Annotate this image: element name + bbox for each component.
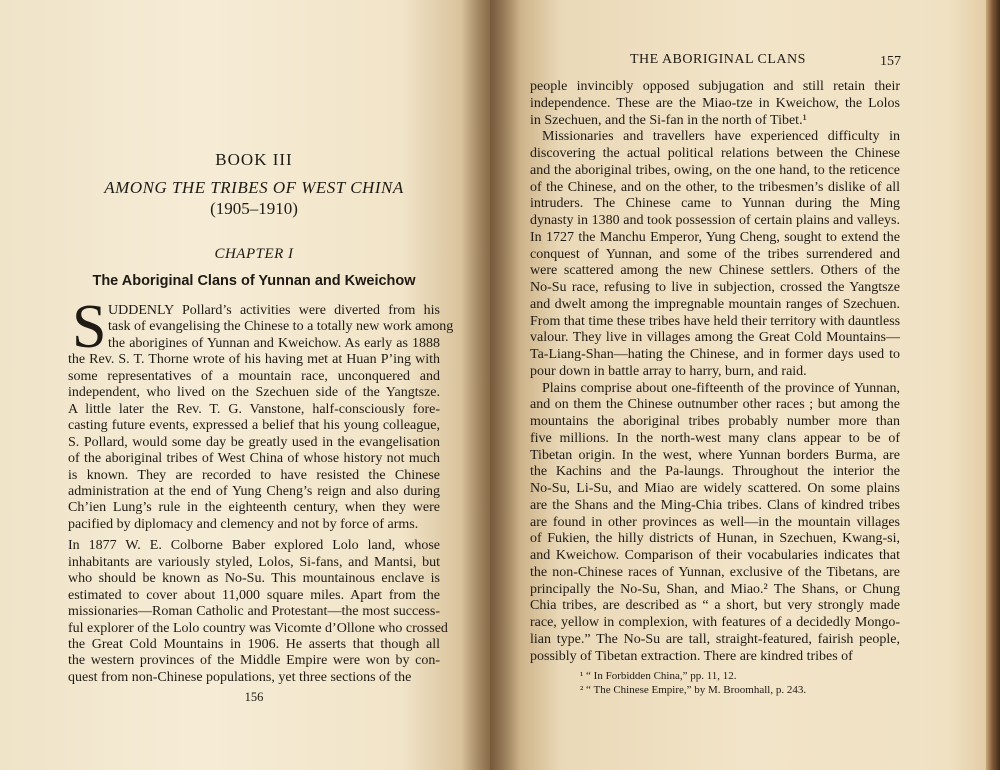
text-line: Plains comprise about one-fifteenth of the province of Yunnan,: [542, 380, 900, 396]
drop-cap: S: [72, 293, 107, 361]
text-line: and Kweichow. Comparison of their vocabularies indicates that: [530, 548, 900, 563]
text-line: of Fukien, the hilly districts of Hunan, in Szechuen, Kwang-si,: [530, 531, 900, 547]
text-line: Missionaries and travellers have experienced difficulty in: [542, 129, 900, 145]
text-line: some representatives of a mountain race, unconquered and: [68, 368, 440, 384]
text-line: No-Su, Li-Su, and Miao are widely scattered. On some plains: [530, 481, 900, 496]
text-line: the non-Chinese races of Yunnan, exclusive of the Tibetans, are: [530, 564, 900, 580]
running-head: THE ABORIGINAL CLANS: [630, 52, 806, 67]
text-line: administration at the end of Yung Cheng’s reign and also during: [68, 483, 440, 499]
text-line: discovering the actual political relations between the Chinese: [530, 146, 900, 161]
text-line: are found in other provinces as well—in the mountain villages: [530, 514, 900, 530]
text-line: are the Shans and the Ming-Chia tribes. Clans of kindred tribes: [530, 497, 900, 513]
text-line: five millions. In the north-west many clans appear to be of: [530, 430, 900, 446]
text-line: casting future events, expressed a belief that his young colleague,: [68, 418, 440, 434]
footnote: ² “ The Chinese Empire,” by M. Broomhall, p. 243.: [580, 684, 807, 696]
text-line: the Rev. S. T. Thorne wrote of his having met at Huan P’ing with: [68, 352, 440, 368]
text-line: conquest of Yunnan, and some of the tribes surrendered and: [530, 246, 900, 262]
text-line: intruders. The Chinese came to Yunnan during the Ming: [530, 196, 900, 212]
text-line: in Szechuen, and the Si-fan in the north of Tibet.¹: [530, 112, 807, 128]
page-number-left: 156: [244, 690, 264, 704]
text-line: pour down in battle array to harry, burn, and raid.: [530, 363, 807, 379]
text-line: inhabitants are variously styled, Lolos, Si-fans, and Mantsi, but: [68, 554, 440, 570]
text-line: of the Chinese, and on the other, to the tribesmen’s dislike of all: [530, 179, 900, 195]
text-line: and dwelt among the impregnable mountain ranges of Szechuen.: [530, 296, 900, 312]
text-line: quest from non-Chinese populations, yet three sections of the: [68, 669, 412, 685]
text-line: principally the No-Su, Shan, and Miao.² The Shans, or Chung: [530, 581, 900, 597]
text-line: ful explorer of the Lolo country was Vicomte d’Ollone who crossed: [68, 620, 448, 636]
text-line: valour. They live in villages among the Great Cold Mountains—: [530, 330, 900, 346]
text-line: estimated to cover about 11,000 square miles. Apart from the: [68, 587, 440, 603]
text-line: is known. They are recorded to have resisted the Chinese: [68, 467, 440, 483]
text-line: of the aboriginal tribes of West China of whose history not much: [68, 451, 440, 467]
text-line: dynasty in 1380 and took possession of certain plains and valleys.: [530, 213, 900, 228]
text-line: In 1727 the Manchu Emperor, Yung Cheng, sought to extend the: [530, 229, 900, 245]
text-line: the aborigines of Yunnan and Kweichow. As early as 1888: [108, 335, 440, 351]
text-line: possibly of Tibetan extraction. There are kindred tribes of: [530, 648, 853, 664]
text-line: the western provinces of the Middle Empire were won by con-: [68, 653, 440, 669]
text-line: In 1877 W. E. Colborne Baber explored Lolo land, whose: [68, 538, 440, 554]
text-line: pacified by diplomacy and clemency and not by force of arms.: [68, 516, 419, 532]
book-label: BOOK III: [215, 150, 293, 169]
footnote: ¹ “ In Forbidden China,” pp. 11, 12.: [580, 670, 737, 682]
page-number-right: 157: [880, 54, 901, 69]
text-line: Tibetan origin. In the west, where Yunnan borders Burma, are: [530, 447, 900, 463]
book-years: (1905–1910): [210, 199, 298, 218]
text-line: independence. These are the Miao-tze in Kweichow, the Lolos: [530, 95, 900, 111]
text-line: Chia tribes, are described as “ a short, but very strongly made: [530, 598, 900, 614]
text-line: S. Pollard, would some day be greatly used in the evangelisation: [68, 434, 440, 450]
text-line: who should be known as No-Su. This mountainous enclave is: [68, 571, 440, 587]
text-line: independent, who lived on the Szechuen side of the Yangtsze.: [68, 385, 440, 401]
chapter-label: CHAPTER I: [214, 246, 294, 262]
book-subtitle: AMONG THE TRIBES OF WEST CHINA: [104, 178, 404, 197]
text-line: task of evangelising the Chinese to a totally new work among: [108, 319, 454, 335]
chapter-title: The Aboriginal Clans of Yunnan and Kweichow: [92, 273, 416, 289]
text-line: UDDENLY Pollard’s activities were diverted from his: [108, 303, 440, 318]
text-line: and on them the Chinese outnumber other races ; but among the: [530, 397, 900, 413]
text-line: and the aboriginal tribes, owing, on the one hand, to the reticence: [530, 162, 900, 178]
text-line: lian type.” The No-Su are tall, straight-featured, fairish people,: [530, 631, 900, 647]
left-page: [0, 0, 490, 770]
text-line: From that time these tribes have held their territory with dauntless: [530, 313, 901, 329]
text-line: the Kachins and the Pa-laungs. Throughout the interior the: [530, 464, 900, 480]
text-line: people invincibly opposed subjugation and still retain their: [530, 79, 900, 94]
text-line: were scattered among the new Chinese settlers. Others of the: [530, 263, 900, 279]
text-line: No-Su race, refusing to live in subjection, crossed the Yangtsze: [530, 280, 900, 295]
text-line: race, yellow in complexion, with features of a decidedly Mongo-: [530, 615, 900, 630]
text-line: missionaries—Roman Catholic and Protestant—the most success-: [68, 604, 440, 620]
text-line: the Great Cold Mountains in 1906. He asserts that though all: [68, 637, 440, 652]
text-line: mountains the aboriginal tribes probably number more than: [530, 414, 900, 429]
text-line: Ch’ien Lung’s rule in the eighteenth century, when they were: [68, 500, 440, 516]
text-line: A little later the Rev. T. G. Vanstone, half-consciously fore-: [68, 401, 440, 417]
book-gutter: [462, 0, 520, 770]
page-edge: [986, 0, 1000, 770]
right-page: [490, 0, 1000, 770]
text-line: Ta-Liang-Shan—hating the Chinese, and in former days used to: [530, 347, 900, 362]
